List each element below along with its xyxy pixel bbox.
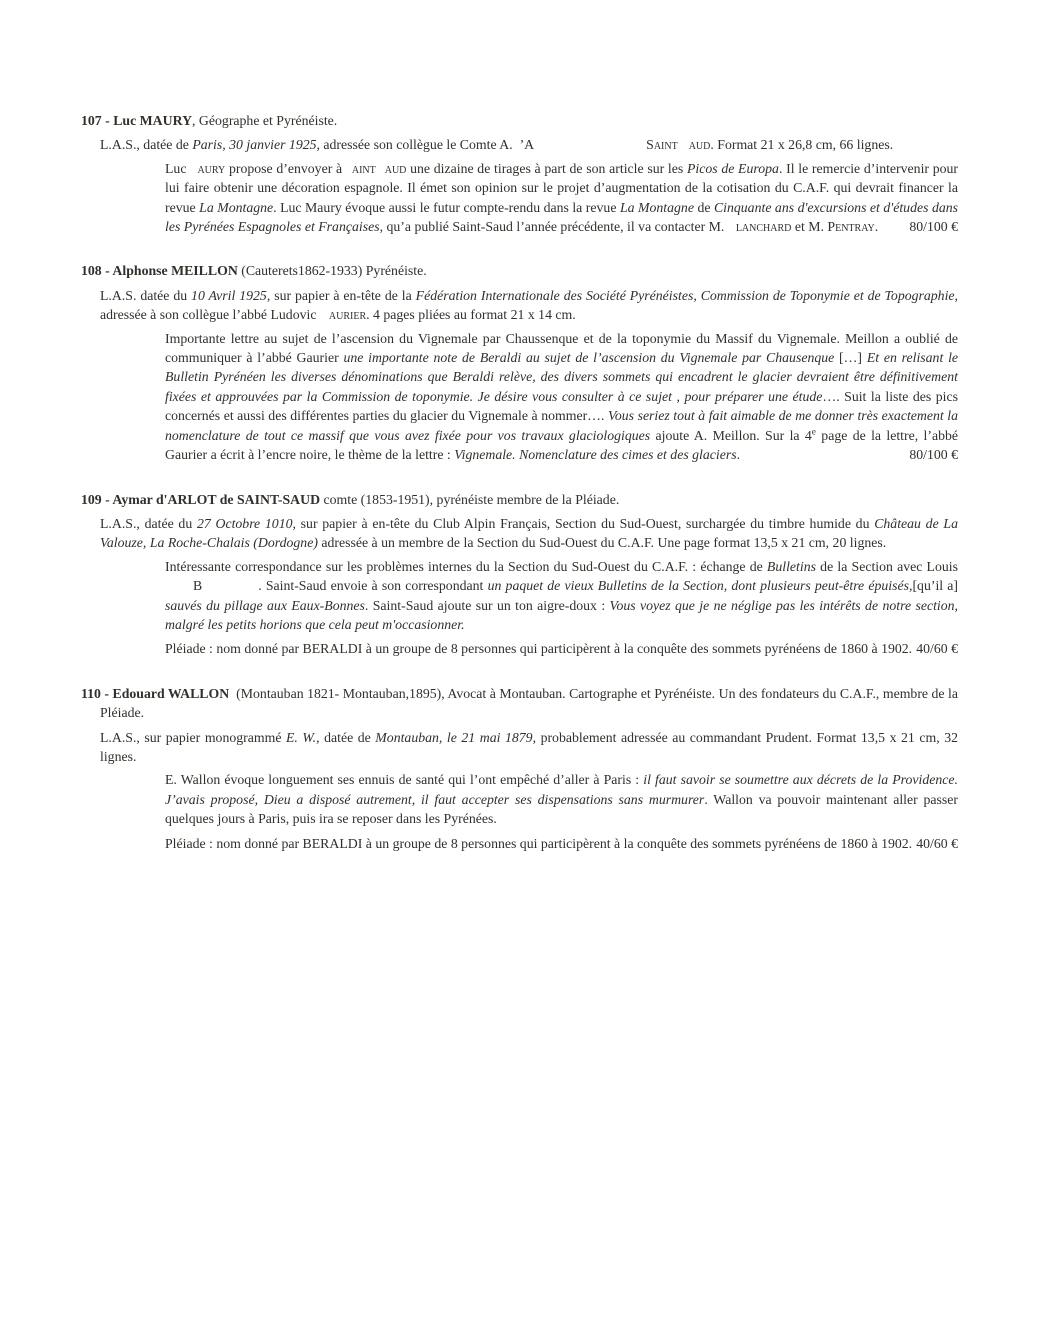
lot-number-title xyxy=(81,684,958,723)
lot-description xyxy=(100,728,958,767)
text-run: . Il le remercie d’intervenir pour lui faire obtenir une décoration espagnole. Il émet son opinion sur le projet d’augmentation de la cotisation du C.A.F. qui devrait financer la revue xyxy=(165,160,959,215)
text-run: , sur papier à en-tête de la xyxy=(266,287,416,303)
lot-number-title xyxy=(81,490,958,509)
text-run: Vous seriez tout à fait aimable de me donner très exactement la nomenclature de tout ce massif que vous avez fixée pour vos travaux glaciologiques xyxy=(165,408,958,443)
lot-paragraph xyxy=(165,834,958,853)
text-run: il faut savoir se soumettre aux décrets de la Providence. J’avais proposé, Dieu a disposé autrement, il faut accepter ses dispensations sans murmurer xyxy=(165,772,958,807)
lot-paragraph xyxy=(165,329,958,465)
text-run: 27 Octobre 1010, xyxy=(196,515,296,531)
lot-number-title xyxy=(81,261,958,280)
text-run: aury xyxy=(197,160,226,176)
text-run: (Cauterets1862-1933) Pyrénéiste. xyxy=(237,263,427,279)
text-run: [qu’il a] xyxy=(912,578,959,594)
text-run: (Montauban 1821- Montauban,1895), Avocat à Montauban. Cartographe et Pyrénéiste. Un des fondateurs du C.A.F., membre de la Pléiade. xyxy=(100,685,958,721)
text-run: e xyxy=(811,427,816,438)
text-run: , Géographe et Pyrénéiste. xyxy=(192,113,338,128)
text-run: Intéressante correspondance sur les problèmes internes du la Section du Sud-Ouest du C.A.F. : échange de xyxy=(165,558,767,574)
text-run: de xyxy=(693,199,714,215)
lot-number-title xyxy=(81,111,958,130)
text-run: E. W. xyxy=(286,729,317,745)
text-run: 107 - Luc MAURY xyxy=(81,113,193,128)
text-gap xyxy=(202,589,258,590)
text-run: aurier xyxy=(328,307,367,323)
text-run: B xyxy=(193,578,203,594)
text-run: , qu’a publié Saint-Saud l’année précédente, il va contacter M. xyxy=(379,219,728,235)
lot-entry xyxy=(81,111,958,236)
lot-description xyxy=(100,286,958,325)
text-run: , probablement adressée au commandant Prudent. Format 13,5 x 21 cm, 32 lignes. xyxy=(100,729,959,764)
text-run: Importante lettre au sujet de l’ascension du Vignemale par Chaussenque et de la toponymie du Massif du Vignemale. Meillon a oublié de communiquer à l’abbé Gaurier xyxy=(165,330,958,366)
text-run: Pentray xyxy=(827,219,875,235)
text-run: une importante note de Beraldi au sujet de l’ascension du Vignemale par Chausenque xyxy=(343,350,835,366)
text-run: Fédération Internationale des Société Pyrénéistes, Commission de Toponymie et de Topographie xyxy=(415,287,955,303)
text-run: aud xyxy=(688,137,711,153)
lot-entry xyxy=(81,261,958,464)
text-gap xyxy=(320,318,329,319)
text-run: Picos de Europa xyxy=(686,160,779,176)
text-run: 110 - Edouard WALLON xyxy=(81,685,230,701)
lot-entries xyxy=(81,111,958,878)
lot-price: 40/60 € xyxy=(916,641,958,657)
text-run: […] xyxy=(834,350,867,366)
lot-price: 40/60 € xyxy=(916,835,958,851)
lot-paragraph xyxy=(165,639,958,658)
text-run: . Saint-Saud envoie à son correspondant xyxy=(258,578,488,594)
lot-price: 80/100 € xyxy=(909,219,958,235)
text-run: L.A.S., sur papier monogrammé xyxy=(100,729,286,745)
text-run: , datée de xyxy=(316,729,376,745)
lot-price: 80/100 € xyxy=(909,447,958,463)
lot-entry xyxy=(81,490,958,659)
text-run: de la Section avec Louis xyxy=(815,558,958,574)
lot-paragraph xyxy=(165,159,958,237)
lot-description xyxy=(100,514,958,553)
text-run: La Montagne xyxy=(199,199,274,215)
text-gap xyxy=(728,230,736,231)
text-run: . Saint-Saud ajoute sur un ton aigre-doux : xyxy=(364,597,610,613)
text-run: L.A.S. datée du xyxy=(100,287,192,303)
text-run: . Wallon va pouvoir maintenant aller passer quelques jours à Paris, puis ira se reposer dans les Pyrénées. xyxy=(165,791,958,827)
text-gap xyxy=(534,148,646,149)
text-run: aud xyxy=(384,160,407,176)
text-run: sauvés du pillage aux Eaux-Bonnes xyxy=(165,597,365,613)
text-run: Cinquante ans d'excursions et d'études dans les Pyrénées Espagnoles et Françaises xyxy=(165,199,959,235)
text-run: E. Wallon évoque longuement ses ennuis de santé qui l’ont empêché d’aller à Paris : xyxy=(165,772,644,788)
text-gap xyxy=(186,172,197,173)
text-gap xyxy=(376,172,385,173)
text-run: une dizaine de tirages à part de son article sur les xyxy=(406,160,687,176)
text-run: Pléiade : nom donné par BERALDI à un groupe de 8 personnes qui participèrent à la conquête des sommets pyrénéens de 1860 à 1902. xyxy=(165,835,913,851)
text-run: comte (1853-1951), pyrénéiste membre de la Pléiade. xyxy=(320,491,620,507)
text-run: 10 Avril 1925 xyxy=(191,287,267,303)
text-run: page de la lettre, l’abbé Gaurier a écrit à l’encre noire, le thème de la lettre : xyxy=(165,427,958,463)
text-run: Pléiade : nom donné par BERALDI à un groupe de 8 personnes qui participèrent à la conquête des sommets pyrénéens de 1860 à 1902. xyxy=(165,641,913,657)
text-run: Et en relisant le Bulletin Pyrénéen les diverses dénominations que Beraldi relève, des divers sommets qui encadrent le glacier devraient être définitivement fixées et approuvées par la Commission de toponymie. Je désire vous consulter à ce sujet , pour préparer une étude xyxy=(165,350,959,404)
text-run: et M. xyxy=(791,219,828,235)
text-run: La Montagne xyxy=(619,199,694,215)
text-gap xyxy=(678,148,689,149)
text-run: L.A.S., datée de xyxy=(100,137,193,153)
text-run: lanchard xyxy=(735,219,792,235)
lot-entry xyxy=(81,684,958,853)
text-run: ajoute A. Meillon. Sur la 4 xyxy=(650,427,812,443)
text-run: . xyxy=(736,447,741,463)
text-run: L.A.S., datée du xyxy=(100,515,197,531)
lot-description xyxy=(100,135,958,154)
text-run: . Luc Maury évoque aussi le futur compte-rendu dans la revue xyxy=(273,199,620,215)
lot-paragraph xyxy=(165,770,958,828)
text-run: Bulletins xyxy=(766,558,816,574)
text-run: Luc xyxy=(165,160,187,176)
text-run: , adressée à son collègue l’abbé Ludovic xyxy=(100,287,958,323)
text-run: . Format 21 x 26,8 cm, 66 lignes. xyxy=(710,137,894,153)
text-run: propose d’envoyer à xyxy=(225,160,346,176)
text-run: Vous voyez que je ne néglige pas les intérêts de notre section, malgré les petits horions que cela peut m'occasionner. xyxy=(165,597,958,632)
lot-paragraph xyxy=(165,557,958,635)
text-gap xyxy=(165,589,193,590)
text-run: Château de La Valouze, La Roche-Chalais (Dordogne) xyxy=(100,515,959,551)
text-run: Vignemale. Nomenclature des cimes et des glaciers xyxy=(454,447,737,463)
text-run: …. Suit la liste des pics concernés et aussi des différentes parties du glacier du Vignemale à nommer…. xyxy=(165,388,958,424)
text-run: . 4 pages pliées au format 21 x 14 cm. xyxy=(366,307,576,323)
text-run: Saint xyxy=(646,137,678,153)
text-run: Paris, 30 janvier 1925 xyxy=(192,137,317,153)
text-run: 109 - Aymar d'ARLOT de SAINT-SAUD xyxy=(81,491,321,507)
text-run: Montauban, le 21 mai 1879 xyxy=(375,729,533,745)
text-run: aint xyxy=(351,160,376,176)
text-run: adressée à un membre de la Section du Sud-Ouest du C.A.F. Une page format 13,5 x 21 cm, 20 lignes. xyxy=(317,535,887,551)
text-run: sur papier à en-tête du Club Alpin Français, Section du Sud-Ouest, surchargée du timbre humide du xyxy=(295,515,875,531)
text-run: un paquet de vieux Bulletins de la Section, dont plusieurs peut-être épuisés, xyxy=(487,578,913,594)
text-run: 108 - Alphonse MEILLON xyxy=(81,263,238,279)
text-run: , adressée son collègue le Comte A. ’A xyxy=(316,137,535,153)
text-run: . xyxy=(874,219,879,235)
